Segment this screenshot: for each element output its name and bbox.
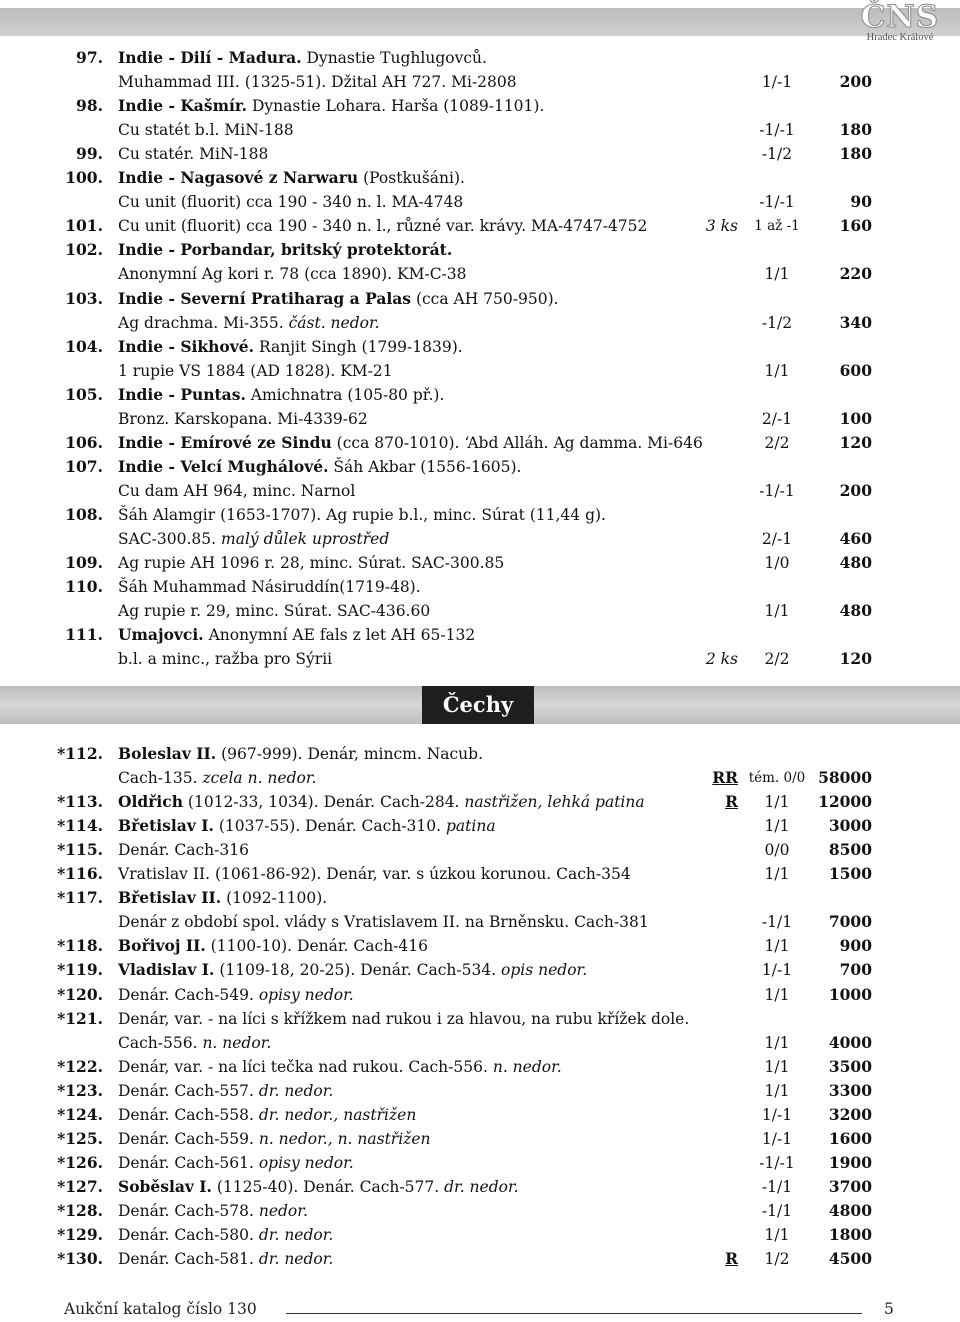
lot-description bbox=[118, 70, 517, 94]
lot-description bbox=[118, 742, 483, 766]
lot-price: 1600 bbox=[828, 1128, 872, 1148]
lot-number: *118. bbox=[57, 936, 103, 956]
lot-row bbox=[0, 862, 960, 886]
lot-description bbox=[118, 599, 430, 623]
lot-number: 100. bbox=[65, 168, 103, 188]
lot-description bbox=[118, 1175, 519, 1199]
lot-price: 3000 bbox=[828, 816, 872, 836]
lot-row bbox=[0, 958, 960, 982]
lot-text: Denár. Cach-557. bbox=[118, 1081, 254, 1100]
lot-grade: tém. 0/0 bbox=[748, 770, 806, 787]
lot-row bbox=[0, 838, 960, 862]
lot-price: 340 bbox=[839, 312, 872, 332]
lot-row bbox=[0, 575, 960, 599]
lot-text: (1125-40). Denár. Cach-577. bbox=[211, 1177, 440, 1196]
lot-text: Ranjit Singh (1799-1839). bbox=[254, 337, 463, 356]
lot-number: 110. bbox=[65, 577, 103, 597]
lot-grade: -1/1 bbox=[761, 1177, 793, 1196]
lot-text: Ag rupie r. 29, minc. Súrat. SAC-436.60 bbox=[118, 602, 431, 621]
lot-condition-note: n. nedor. bbox=[197, 1033, 272, 1052]
lot-number: *112. bbox=[57, 744, 103, 763]
lot-text: Denár, var. - na líci tečka nad rukou. Cach-556. bbox=[118, 1057, 488, 1076]
lot-row bbox=[0, 214, 960, 238]
lot-description bbox=[118, 934, 428, 958]
lot-number: *113. bbox=[57, 792, 103, 812]
lot-text: Denár z období spol. vlády s Vratislavem II. na Brněnsku. Cach-381 bbox=[118, 913, 649, 932]
lot-condition-note: zcela n. nedor. bbox=[197, 769, 317, 788]
lot-row bbox=[0, 479, 960, 503]
lot-row bbox=[0, 46, 960, 70]
lot-text: Cach-556. bbox=[118, 1033, 198, 1052]
lot-number: *127. bbox=[57, 1176, 103, 1196]
lot-price: 100 bbox=[839, 408, 872, 428]
lot-number: 106. bbox=[65, 432, 103, 452]
lot-number: *115. bbox=[57, 840, 103, 860]
lot-description bbox=[118, 1223, 333, 1247]
lot-grade: 2/2 bbox=[764, 650, 790, 669]
lot-text: Denár. Cach-580. bbox=[118, 1226, 254, 1244]
lot-text: Anonymní AE fals z let AH 65-132 bbox=[203, 626, 476, 645]
logo-sub-text: Hradec Králové bbox=[866, 32, 934, 43]
lot-price: 1000 bbox=[828, 984, 872, 1004]
lot-grade: 1/1 bbox=[764, 1081, 790, 1100]
lot-row bbox=[0, 1247, 960, 1271]
lot-price: 220 bbox=[839, 264, 872, 284]
lot-text: Denár. Cach-559. bbox=[118, 1129, 254, 1148]
lot-text: Denár. Cach-581. bbox=[118, 1250, 254, 1269]
lot-condition-note: dr. nedor. bbox=[253, 1250, 334, 1269]
lot-row bbox=[0, 1223, 960, 1247]
lot-description bbox=[118, 1007, 689, 1031]
lot-row bbox=[0, 166, 960, 190]
lot-description bbox=[118, 1031, 271, 1055]
lot-condition-note: opis nedor. bbox=[496, 961, 588, 980]
lot-condition-note: opisy nedor. bbox=[253, 985, 354, 1004]
lot-text: b.l. a minc., ražba pro Sýrii bbox=[118, 650, 333, 669]
lot-description bbox=[118, 790, 645, 814]
lot-ruler: Vladislav I. bbox=[118, 960, 215, 980]
lot-row bbox=[0, 118, 960, 142]
lot-grade: 0/0 bbox=[764, 841, 790, 860]
lot-grade: 2/-1 bbox=[761, 530, 793, 548]
lot-grade: -1/2 bbox=[761, 313, 793, 332]
lot-condition-note: nastřižen, lehká patina bbox=[459, 793, 645, 812]
lot-ruler: Indie - Severní Pratiharag a Palas bbox=[118, 288, 412, 308]
page-number: 5 bbox=[884, 1300, 894, 1318]
lot-text: Anonymní Ag kori r. 78 (cca 1890). KM-C-38 bbox=[118, 265, 467, 284]
lot-number: *119. bbox=[57, 960, 103, 980]
lot-price: 3500 bbox=[828, 1056, 872, 1076]
lot-number: 107. bbox=[65, 456, 103, 476]
lot-number: *129. bbox=[57, 1225, 103, 1244]
lot-row bbox=[0, 1199, 960, 1223]
lot-description bbox=[118, 1247, 333, 1271]
lot-description bbox=[118, 455, 521, 479]
lot-number: *120. bbox=[57, 984, 103, 1004]
lot-row bbox=[0, 983, 960, 1007]
lot-description bbox=[118, 190, 463, 214]
lot-description bbox=[118, 335, 463, 359]
lot-description bbox=[118, 407, 368, 431]
lot-text: Bronz. Karskopana. Mi-4339-62 bbox=[118, 409, 368, 428]
lot-grade: 1/1 bbox=[764, 1033, 790, 1052]
lot-condition-note: n. nedor., n. nastřižen bbox=[253, 1129, 431, 1148]
lot-row bbox=[0, 527, 960, 551]
lot-grade: -1/-1 bbox=[759, 481, 795, 500]
lot-grade: 1/1 bbox=[764, 865, 790, 884]
lot-text: SAC-300.85. bbox=[118, 530, 217, 548]
lot-row bbox=[0, 814, 960, 838]
lot-row bbox=[0, 647, 960, 671]
lot-grade: 1/1 bbox=[764, 1226, 790, 1244]
lot-text: Cu dam AH 964, minc. Narnol bbox=[118, 481, 356, 500]
lot-price: 1500 bbox=[828, 864, 872, 884]
lot-price: 4800 bbox=[828, 1200, 872, 1220]
lot-grade: -1/1 bbox=[761, 1201, 793, 1220]
piece-count: 3 ks bbox=[705, 217, 738, 236]
lot-condition-note: dr. nedor., nastřižen bbox=[253, 1105, 417, 1124]
lot-grade: 1/1 bbox=[764, 937, 790, 956]
lot-number: *130. bbox=[57, 1249, 103, 1269]
lot-text: Amichnatra (105-80 př.). bbox=[245, 385, 445, 404]
lot-description bbox=[118, 958, 587, 982]
lot-row bbox=[0, 886, 960, 910]
lot-number: 102. bbox=[65, 240, 103, 260]
lot-description bbox=[118, 1103, 416, 1127]
lot-text: Cach-135. bbox=[118, 769, 198, 788]
lot-price: 900 bbox=[839, 936, 872, 956]
lot-text: Cu unit (fluorit) cca 190 - 340 n. l. MA-4748 bbox=[118, 193, 464, 212]
lot-text: (1037-55). Denár. Cach-310. bbox=[213, 817, 442, 836]
lot-text: (1109-18, 20-25). Denár. Cach-534. bbox=[214, 961, 497, 980]
lot-description bbox=[118, 142, 268, 166]
lot-number: *121. bbox=[57, 1008, 103, 1028]
lot-number: 98. bbox=[76, 96, 103, 116]
lot-price: 58000 bbox=[818, 768, 872, 788]
lot-price: 120 bbox=[839, 432, 872, 452]
lot-ruler: Břetislav II. bbox=[118, 888, 222, 908]
lot-text: Ag rupie AH 1096 r. 28, minc. Súrat. SAC-300.85 bbox=[118, 554, 505, 573]
lot-description bbox=[118, 1127, 431, 1151]
lot-condition-note: část. nedor. bbox=[283, 313, 380, 332]
lot-text: (967-999). Denár, mincm. Nacub. bbox=[216, 745, 484, 763]
lot-row bbox=[0, 790, 960, 814]
lot-row bbox=[0, 142, 960, 166]
lot-grade: 1/1 bbox=[764, 1057, 790, 1076]
lot-description bbox=[118, 838, 249, 862]
lot-number: *116. bbox=[57, 864, 103, 884]
lot-price: 480 bbox=[839, 601, 872, 621]
lot-description bbox=[118, 551, 504, 575]
lot-ruler: Indie - Porbandar, britský protektorát. bbox=[118, 240, 453, 260]
lot-price: 160 bbox=[839, 216, 872, 236]
lot-number: *124. bbox=[57, 1104, 103, 1124]
lot-row bbox=[0, 1007, 960, 1031]
lot-description bbox=[118, 766, 316, 790]
piece-count: 2 ks bbox=[705, 650, 738, 669]
lot-row bbox=[0, 70, 960, 94]
lot-row bbox=[0, 94, 960, 118]
lot-row bbox=[0, 1055, 960, 1079]
lot-row bbox=[0, 238, 960, 262]
lot-description bbox=[118, 214, 647, 238]
lot-text: Dynastie Lohara. Harša (1089-1101). bbox=[247, 97, 545, 116]
lot-ruler: Indie - Sikhové. bbox=[118, 336, 255, 356]
lot-text: (1012-33, 1034). Denár. Cach-284. bbox=[183, 793, 460, 812]
lot-ruler: Indie - Nagasové z Narwaru bbox=[118, 168, 359, 188]
lot-description bbox=[118, 359, 393, 383]
lot-row bbox=[0, 1079, 960, 1103]
lot-row bbox=[0, 551, 960, 575]
lot-description bbox=[118, 1055, 562, 1079]
lot-number: 111. bbox=[65, 625, 103, 645]
lot-text: Šáh Alamgir (1653-1707). Ag rupie b.l., minc. Súrat (11,44 g). bbox=[118, 505, 606, 524]
lot-description bbox=[118, 383, 444, 407]
lot-price: 200 bbox=[839, 72, 872, 92]
lot-row bbox=[0, 766, 960, 790]
lot-row bbox=[0, 359, 960, 383]
lot-number: 108. bbox=[65, 504, 103, 524]
lot-grade: 1/-1 bbox=[761, 961, 793, 980]
lot-text: Ag drachma. Mi-355. bbox=[118, 313, 284, 332]
lot-number: *123. bbox=[57, 1080, 103, 1100]
logo-main-text: ČNS bbox=[860, 0, 940, 35]
lot-description bbox=[118, 1199, 308, 1223]
lot-number: 104. bbox=[65, 336, 103, 356]
lot-description bbox=[118, 46, 487, 70]
lot-text: (cca 870-1010). ‘Abd Alláh. Ag damma. Mi-646 bbox=[331, 433, 703, 452]
lot-text: Cu statér. MiN-188 bbox=[118, 145, 269, 164]
lot-description bbox=[118, 431, 703, 455]
lot-price: 90 bbox=[850, 192, 872, 212]
lot-ruler: Indie - Velcí Mughálové. bbox=[118, 456, 329, 476]
lot-condition-note: malý důlek uprostřed bbox=[216, 530, 390, 548]
lot-text: (1092-1100). bbox=[221, 889, 328, 908]
lot-ruler: Umajovci. bbox=[118, 625, 204, 645]
lot-grade: -1/2 bbox=[761, 145, 793, 164]
lot-row bbox=[0, 1151, 960, 1175]
lot-text: Denár. Cach-316 bbox=[118, 841, 249, 860]
lot-number: *126. bbox=[57, 1152, 103, 1172]
lot-grade: 1/1 bbox=[764, 602, 790, 621]
lot-row bbox=[0, 1103, 960, 1127]
lot-ruler: Bořivoj II. bbox=[118, 936, 206, 956]
lot-ruler: Indie - Kašmír. bbox=[118, 96, 248, 116]
lot-description bbox=[118, 910, 649, 934]
cns-logo bbox=[850, 2, 950, 44]
section-title: Čechy bbox=[422, 686, 534, 724]
lot-text: Dynastie Tughlugovců. bbox=[301, 49, 487, 67]
lot-description bbox=[118, 1151, 354, 1175]
lot-ruler: Indie - Emírové ze Sindu bbox=[118, 432, 332, 452]
lot-ruler: Indie - Puntas. bbox=[118, 384, 246, 404]
lot-grade: 1 až -1 bbox=[754, 218, 800, 235]
lot-price: 700 bbox=[839, 960, 872, 980]
lot-description bbox=[118, 94, 544, 118]
lot-number: *114. bbox=[57, 816, 103, 836]
lot-price: 180 bbox=[839, 120, 872, 140]
lot-description bbox=[118, 886, 327, 910]
lot-grade: 1/-1 bbox=[761, 73, 793, 92]
lot-grade: -1/-1 bbox=[759, 121, 795, 140]
lot-text: Šáh Akbar (1556-1605). bbox=[328, 457, 522, 476]
lot-description bbox=[118, 166, 465, 190]
lot-text: Denár. Cach-549. bbox=[118, 985, 254, 1004]
lot-text: 1 rupie VS 1884 (AD 1828). KM-21 bbox=[118, 361, 393, 380]
lot-price: 8500 bbox=[828, 840, 872, 860]
lot-description bbox=[118, 287, 559, 311]
lot-row bbox=[0, 407, 960, 431]
lot-row bbox=[0, 335, 960, 359]
lot-number: *128. bbox=[57, 1200, 103, 1220]
lot-text: Muhammad III. (1325-51). Džital AH 727. Mi-2808 bbox=[118, 73, 517, 92]
lot-grade: 1/1 bbox=[764, 265, 790, 284]
lot-row bbox=[0, 934, 960, 958]
lot-grade: -1/-1 bbox=[759, 193, 795, 212]
rarity-mark: RR bbox=[712, 768, 738, 788]
lot-price: 1900 bbox=[828, 1152, 872, 1172]
lot-condition-note: dr. nedor. bbox=[439, 1177, 519, 1196]
lot-text: Denár. Cach-558. bbox=[118, 1105, 254, 1124]
lot-ruler: Indie - Dilí - Madura. bbox=[118, 48, 302, 67]
lot-description bbox=[118, 527, 389, 551]
lot-row bbox=[0, 455, 960, 479]
lot-ruler: Boleslav II. bbox=[118, 744, 217, 763]
lot-grade: 2/2 bbox=[764, 433, 790, 452]
lot-description bbox=[118, 1079, 333, 1103]
lot-grade: 1/1 bbox=[764, 793, 790, 812]
footer-rule bbox=[286, 1313, 862, 1314]
lot-text: Denár. Cach-561. bbox=[118, 1153, 254, 1172]
lot-ruler: Oldřich bbox=[118, 792, 183, 812]
lot-number: 109. bbox=[65, 553, 103, 573]
lot-row bbox=[0, 287, 960, 311]
lot-price: 3300 bbox=[828, 1080, 872, 1100]
lot-description bbox=[118, 262, 467, 286]
lot-ruler: Soběslav I. bbox=[118, 1176, 212, 1196]
lot-row bbox=[0, 1175, 960, 1199]
header-bar bbox=[0, 8, 960, 36]
lot-text: Denár. Cach-578. bbox=[118, 1201, 254, 1220]
lot-number: 105. bbox=[65, 384, 103, 404]
footer-catalog: Aukční katalog číslo 130 bbox=[64, 1300, 257, 1318]
lot-row bbox=[0, 623, 960, 647]
rarity-mark: R bbox=[725, 1249, 738, 1269]
lot-text: (cca AH 750-950). bbox=[411, 289, 559, 308]
lot-description bbox=[118, 575, 421, 599]
lot-text: (Postkušáni). bbox=[358, 169, 465, 188]
lot-text: Vratislav II. (1061-86-92). Denár, var. s úzkou korunou. Cach-354 bbox=[118, 865, 631, 884]
lot-text: Šáh Muhammad Násiruddín(1719-48). bbox=[118, 578, 421, 597]
lot-price: 480 bbox=[839, 553, 872, 573]
lot-price: 600 bbox=[839, 360, 872, 380]
lot-row bbox=[0, 1031, 960, 1055]
lot-description bbox=[118, 479, 355, 503]
lot-description bbox=[118, 238, 452, 262]
lot-number: 99. bbox=[76, 144, 103, 164]
lot-price: 4000 bbox=[828, 1032, 872, 1052]
lot-condition-note: n. nedor. bbox=[487, 1057, 562, 1076]
lot-row bbox=[0, 1127, 960, 1151]
lot-text: (1100-10). Denár. Cach-416 bbox=[205, 937, 429, 956]
lot-price: 200 bbox=[839, 480, 872, 500]
lot-price: 3700 bbox=[828, 1176, 872, 1196]
lot-text: Denár, var. - na líci s křížkem nad rukou i za hlavou, na rubu křížek dole. bbox=[118, 1009, 690, 1028]
lot-price: 1800 bbox=[828, 1225, 872, 1244]
lot-grade: 1/1 bbox=[764, 361, 790, 380]
lot-grade: 1/-1 bbox=[761, 1129, 793, 1148]
lot-condition-note: opisy nedor. bbox=[253, 1153, 354, 1172]
lot-number: 103. bbox=[65, 288, 103, 308]
lot-ruler: Břetislav I. bbox=[118, 816, 214, 836]
lot-price: 3200 bbox=[828, 1104, 872, 1124]
lot-condition-note: patina bbox=[441, 817, 496, 836]
lot-grade: 1/-1 bbox=[761, 1105, 793, 1124]
lot-row bbox=[0, 910, 960, 934]
lot-row bbox=[0, 383, 960, 407]
lot-description bbox=[118, 311, 380, 335]
lot-price: 7000 bbox=[828, 912, 872, 932]
lot-description bbox=[118, 647, 332, 671]
lot-price: 4500 bbox=[828, 1249, 872, 1269]
lot-grade: -1/-1 bbox=[759, 1153, 795, 1172]
lot-text: Cu statét b.l. MiN-188 bbox=[118, 121, 294, 140]
lot-row bbox=[0, 262, 960, 286]
lot-grade: 1/0 bbox=[764, 554, 790, 573]
lot-row bbox=[0, 742, 960, 766]
lot-row bbox=[0, 431, 960, 455]
lot-row bbox=[0, 311, 960, 335]
lot-price: 120 bbox=[839, 649, 872, 669]
lot-text: Cu unit (fluorit) cca 190 - 340 n. l., různé var. krávy. MA-4747-4752 bbox=[118, 217, 648, 236]
lot-condition-note: dr. nedor. bbox=[253, 1226, 334, 1244]
lot-description bbox=[118, 862, 631, 886]
lot-number: *117. bbox=[57, 888, 103, 908]
lot-grade: -1/1 bbox=[761, 913, 793, 932]
lot-description bbox=[118, 983, 354, 1007]
lot-price: 460 bbox=[839, 529, 872, 548]
lot-grade: 1/1 bbox=[764, 817, 790, 836]
lot-grade: 1/1 bbox=[764, 985, 790, 1004]
lot-price: 180 bbox=[839, 144, 872, 164]
lot-description bbox=[118, 814, 496, 838]
lot-number: *122. bbox=[57, 1056, 103, 1076]
lot-condition-note: nedor. bbox=[253, 1201, 308, 1220]
lot-number: *125. bbox=[57, 1128, 103, 1148]
lot-description bbox=[118, 623, 475, 647]
lot-grade: 2/-1 bbox=[761, 409, 793, 428]
lot-row bbox=[0, 503, 960, 527]
lot-price: 12000 bbox=[818, 792, 872, 812]
lot-grade: 1/2 bbox=[764, 1250, 790, 1269]
lot-description bbox=[118, 118, 294, 142]
lot-row bbox=[0, 190, 960, 214]
rarity-mark: R bbox=[725, 792, 738, 812]
lot-number: 101. bbox=[65, 216, 103, 236]
lot-row bbox=[0, 599, 960, 623]
lot-condition-note: dr. nedor. bbox=[253, 1081, 334, 1100]
lot-description bbox=[118, 503, 606, 527]
lot-number: 97. bbox=[76, 48, 103, 67]
